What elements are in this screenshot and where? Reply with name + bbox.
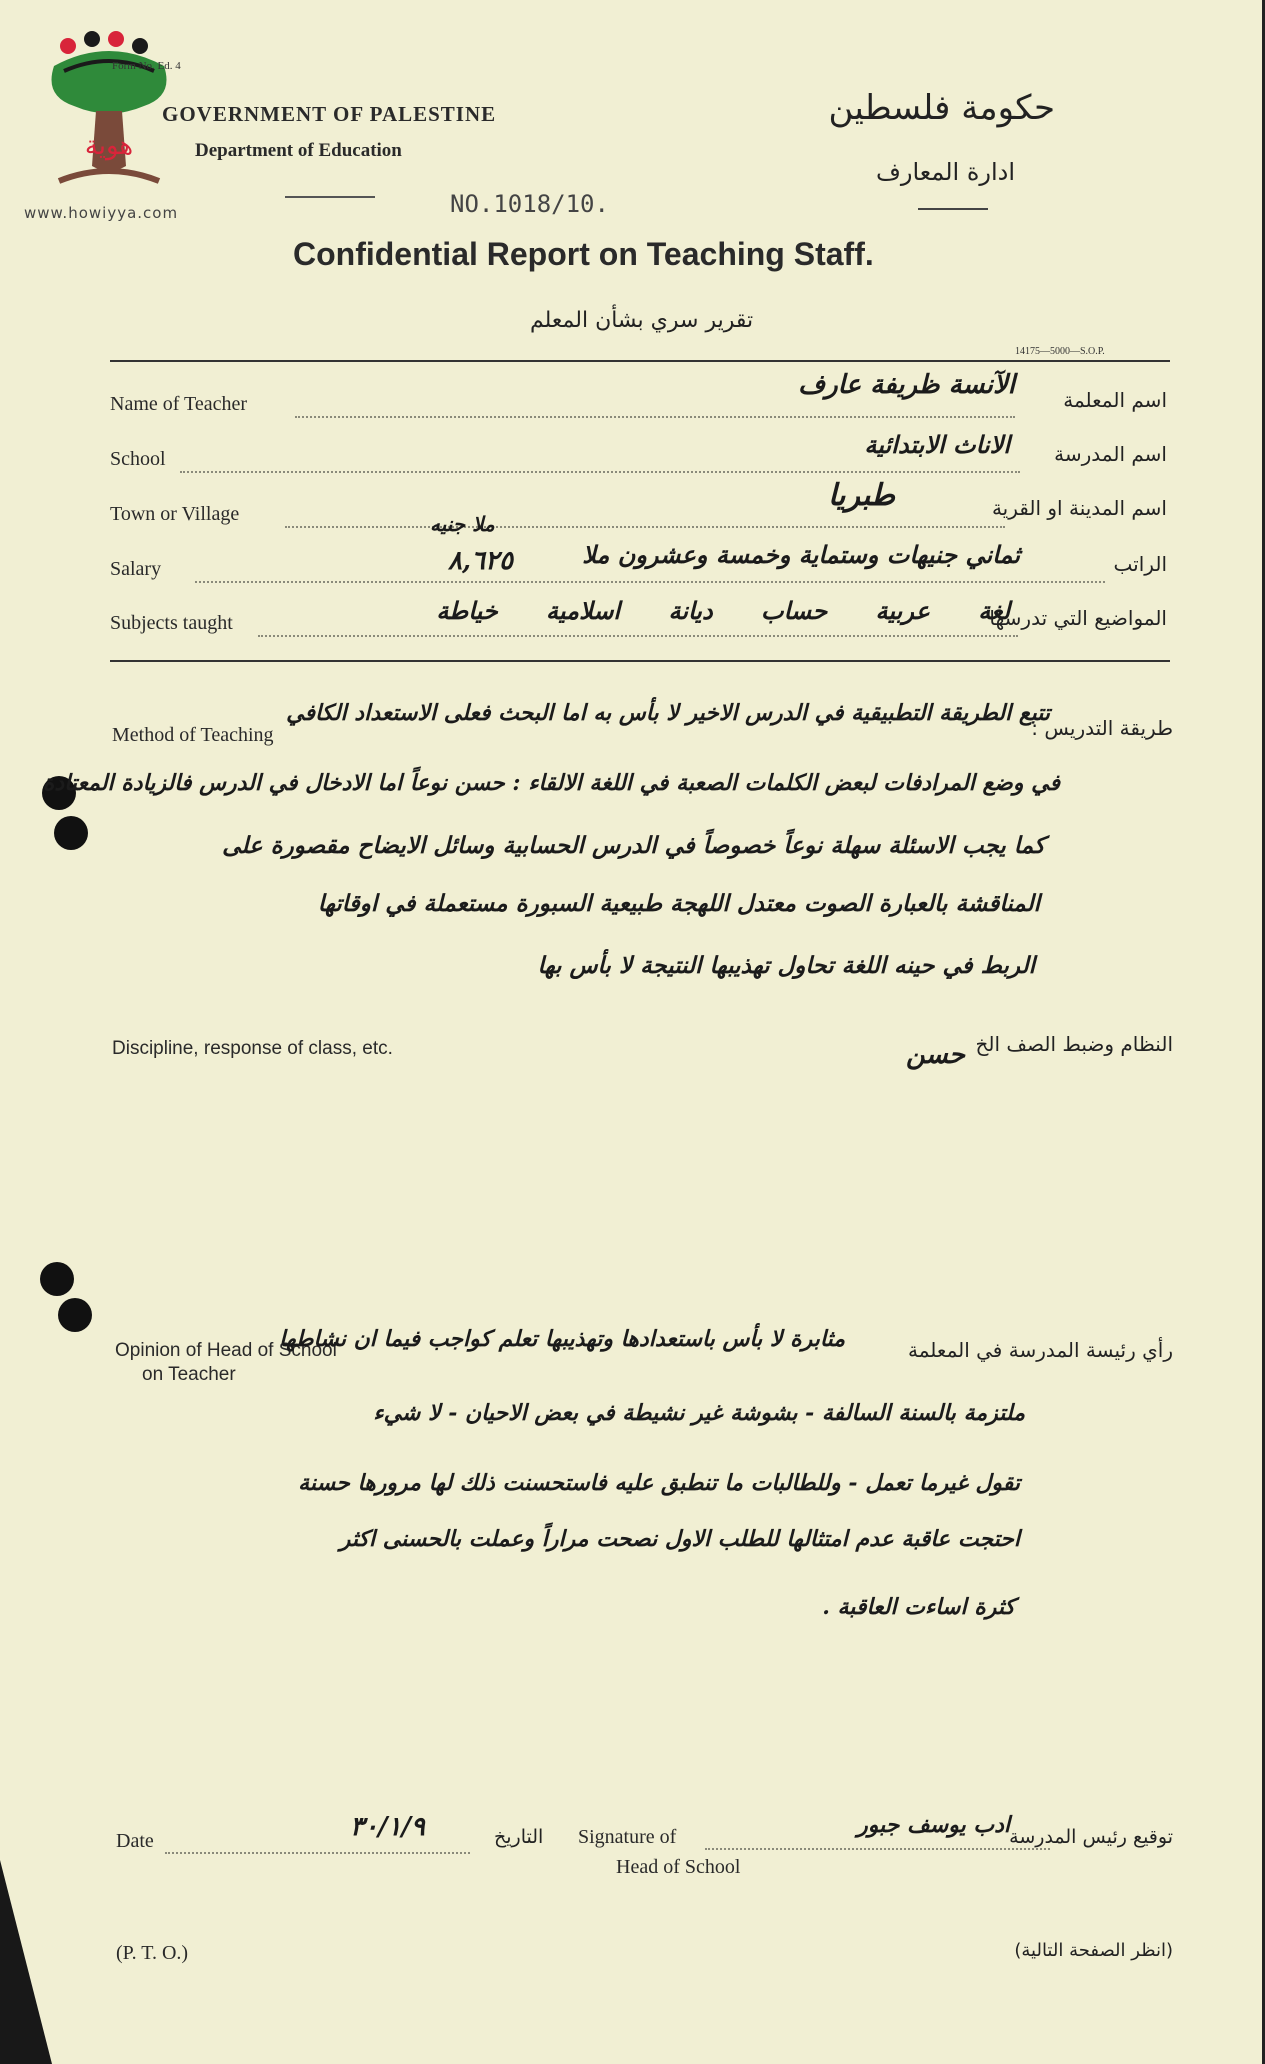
field-line-name bbox=[295, 416, 1015, 418]
field-label-salary-ar: الراتب bbox=[1113, 552, 1167, 576]
field-label-town-ar: اسم المدينة او القرية bbox=[991, 496, 1167, 520]
field-value-town: طبريا bbox=[828, 478, 895, 513]
form-code: Form No. Ed. 4 bbox=[112, 60, 181, 72]
field-line-school bbox=[180, 471, 1020, 473]
opinion-label-en: Opinion of Head of School bbox=[115, 1340, 337, 1361]
field-value-salary: ثماني جنيهات وستماية وخمسة وعشرون ملا bbox=[582, 540, 1020, 569]
header-rule-left bbox=[285, 196, 375, 198]
department-title-ar: ادارة المعارف bbox=[875, 158, 1015, 186]
punch-hole bbox=[58, 1298, 92, 1332]
pto-en: (P. T. O.) bbox=[116, 1942, 189, 1964]
opinion-label-ar: رأي رئيسة المدرسة في المعلمة bbox=[908, 1338, 1173, 1362]
opinion-label-en-2: on Teacher bbox=[142, 1364, 236, 1385]
field-label-subjects-ar: المواضيع التي تدرسها bbox=[989, 606, 1167, 630]
field-line-town bbox=[285, 526, 1005, 528]
field-label-school-ar: اسم المدرسة bbox=[1054, 442, 1167, 466]
method-line: في وضع المرادفات لبعض الكلمات الصعبة في اللغة الالقاء : حسن نوعاً اما الادخال في الدرس فالزيادة المعتادة bbox=[42, 770, 1060, 796]
field-value-subjects: لغة عربية حساب ديانة اسلامية خياطة bbox=[436, 596, 1010, 625]
field-line-subjects bbox=[258, 635, 1018, 637]
report-title-en: Confidential Report on Teaching Staff. bbox=[293, 236, 874, 272]
method-line: الربط في حينه اللغة تحاول تهذيبها النتيجة لا بأس بها bbox=[537, 952, 1035, 979]
government-title-en: GOVERNMENT OF PALESTINE bbox=[162, 102, 497, 126]
field-label-town-en: Town or Village bbox=[110, 503, 240, 525]
fields-bottom-rule bbox=[110, 660, 1170, 662]
punch-hole bbox=[40, 1262, 74, 1296]
report-title-ar: تقرير سري بشأن المعلم bbox=[530, 308, 754, 333]
field-label-subjects-en: Subjects taught bbox=[110, 612, 233, 634]
field-label-name-en: Name of Teacher bbox=[110, 393, 248, 415]
method-line: تتبع الطريقة التطبيقية في الدرس الاخير لا بأس به اما البحث فعلى الاستعداد الكافي bbox=[286, 700, 1050, 726]
signature-label-en: Signature of bbox=[578, 1826, 677, 1848]
discipline-label-en: Discipline, response of class, etc. bbox=[112, 1038, 393, 1059]
date-label-ar: التاريخ bbox=[494, 1826, 544, 1848]
signature-label-ar: توقيع رئيس المدرسة bbox=[1009, 1826, 1173, 1848]
signature-label-en-2: Head of School bbox=[616, 1856, 741, 1878]
field-value-school: الاناث الابتدائية bbox=[864, 430, 1010, 459]
method-line: كما يجب الاسئلة سهلة نوعاً خصوصاً في الدرس الحسابية وسائل الايضاح مقصورة على bbox=[222, 832, 1045, 859]
date-line bbox=[165, 1852, 470, 1854]
field-value-salary-unit: ملا جنيه bbox=[430, 512, 495, 536]
date-value: ٣٠/١/٩ bbox=[350, 1812, 425, 1842]
field-line-salary bbox=[195, 581, 1105, 583]
header-rule-right bbox=[918, 208, 988, 210]
pto-ar: (انظر الصفحة التالية) bbox=[1014, 1940, 1173, 1961]
signature-line bbox=[705, 1848, 1050, 1850]
opinion-line: احتجت عاقبة عدم امتثالها للطلب الاول نصحت مراراً وعملت بالحسنى اكثر bbox=[339, 1526, 1020, 1552]
opinion-line: تقول غيرما تعمل - وللطالبات ما تنطبق عليه فاستحسنت ذلك لها مرورها حسنة bbox=[298, 1470, 1020, 1496]
method-label-ar: طريقة التدريس : bbox=[1031, 716, 1173, 740]
method-line: المناقشة بالعبارة الصوت معتدل اللهجة طبيعية السبورة مستعملة في اوقاتها bbox=[317, 890, 1040, 917]
top-rule bbox=[110, 360, 1170, 362]
opinion-line: ملتزمة بالسنة السالفة - بشوشة غير نشيطة في بعض الاحيان - لا شيء bbox=[373, 1400, 1025, 1426]
signature-value: ادب يوسف جبور bbox=[857, 1812, 1010, 1838]
field-label-school-en: School bbox=[110, 448, 166, 470]
date-label-en: Date bbox=[116, 1830, 154, 1852]
field-value-salary-amount: ٨,٦٢٥ bbox=[448, 546, 513, 576]
printer-code: 14175—5000—S.O.P. bbox=[1015, 346, 1105, 357]
logo-text: هوية bbox=[84, 131, 134, 161]
field-label-name-ar: اسم المعلمة bbox=[1063, 388, 1167, 412]
opinion-line: مثابرة لا بأس باستعدادها وتهذيبها تعلم كواجب فيما ان نشاطها bbox=[279, 1326, 845, 1352]
discipline-label-ar: النظام وضبط الصف الخ bbox=[975, 1032, 1173, 1056]
department-title-en: Department of Education bbox=[195, 140, 402, 161]
punch-hole bbox=[54, 816, 88, 850]
field-label-salary-en: Salary bbox=[110, 558, 162, 580]
opinion-line: كثرة اساءت العاقبة . bbox=[822, 1594, 1015, 1620]
discipline-value: حسن bbox=[905, 1040, 965, 1070]
field-value-name: الآنسة ظريفة عارف bbox=[798, 370, 1015, 400]
watermark-url: www.howiyya.com bbox=[24, 204, 179, 222]
method-label-en: Method of Teaching bbox=[112, 724, 274, 746]
document-number: NO.1018/10. bbox=[450, 190, 609, 218]
government-title-ar: حكومة فلسطين bbox=[828, 88, 1055, 128]
